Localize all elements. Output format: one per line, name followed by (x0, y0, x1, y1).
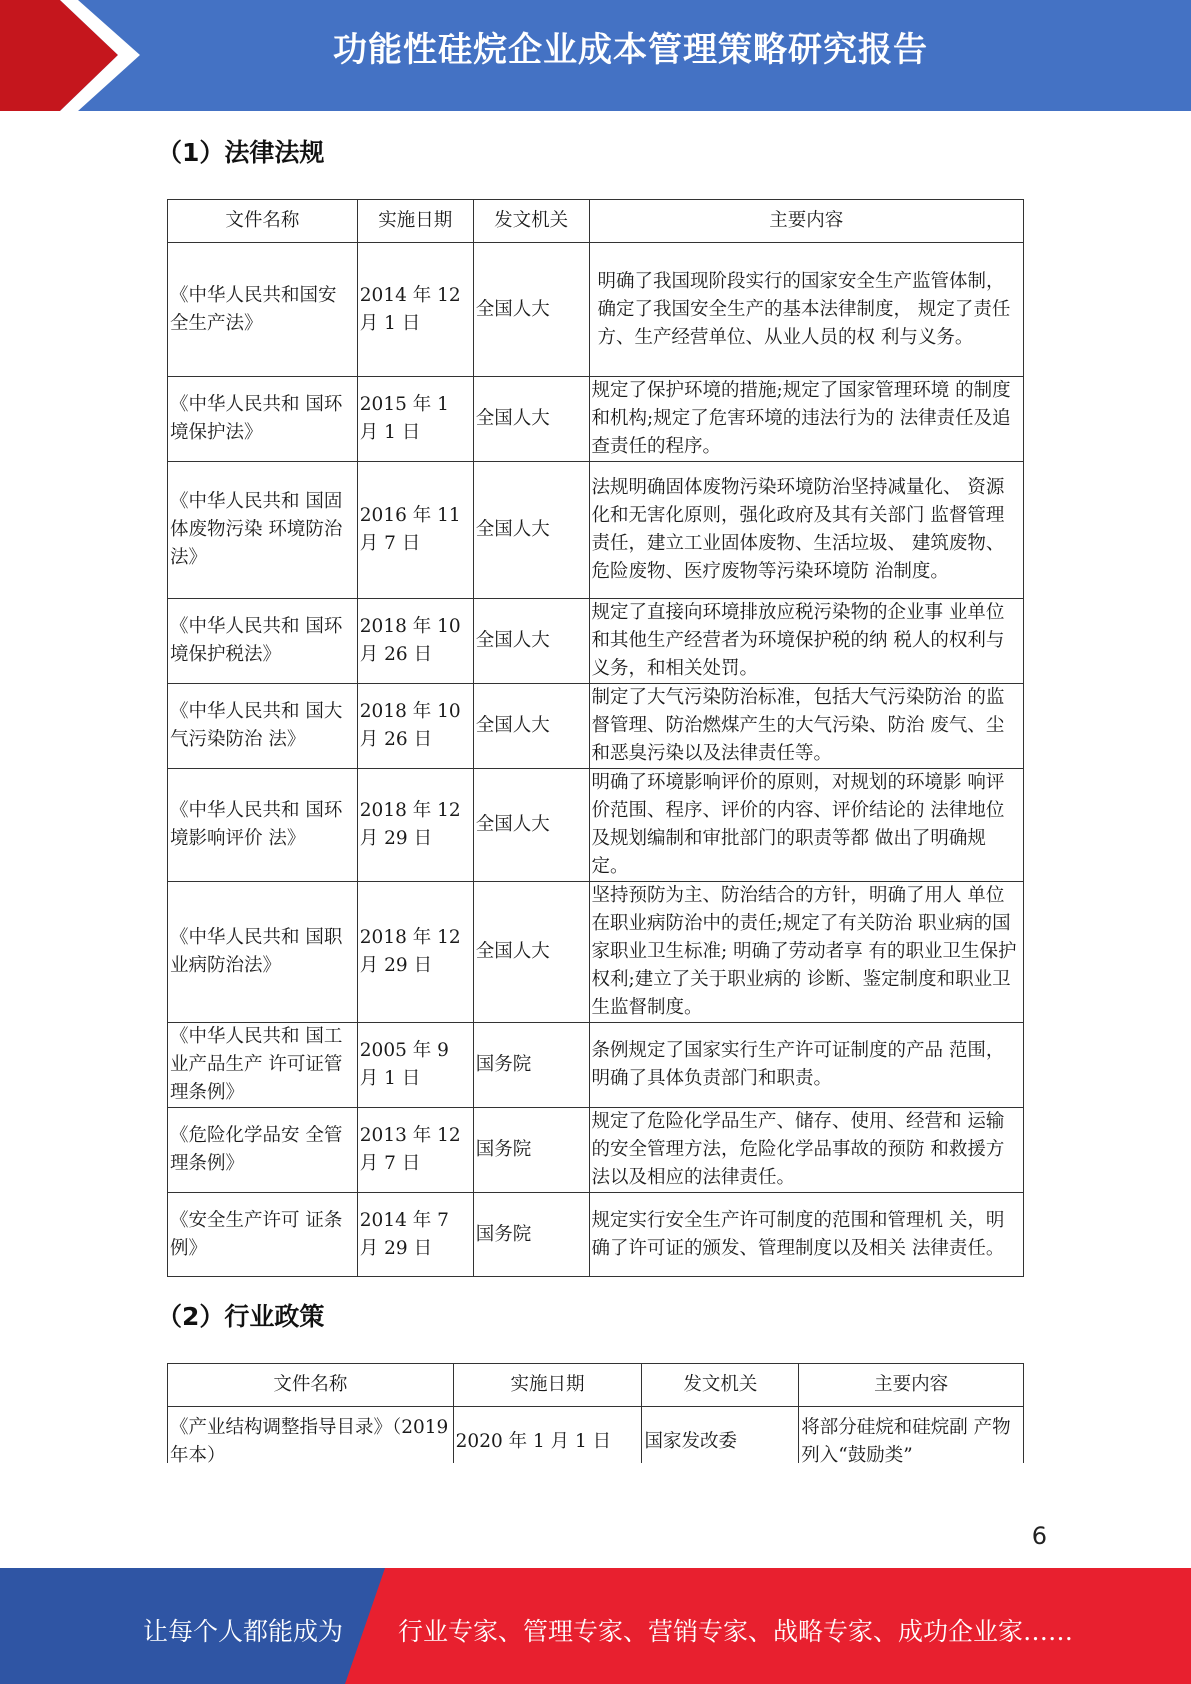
main-content: 制定了大气污染防治标准，包括大气污染防治 的监督管理、防治燃煤产生的大气污染、防治 废气、尘和恶臭污染以及法律责任等。 (589, 684, 1023, 769)
issuing-authority: 国务院 (473, 1023, 589, 1108)
page-footer (0, 1568, 1191, 1684)
doc-name: 《产业结构调整指导目录》（2019 年本） (168, 1407, 454, 1464)
policy-table-clip (167, 1363, 1027, 1463)
effective-date: 2014 年 7 月 29 日 (357, 1193, 473, 1277)
table-header-row (168, 1364, 1024, 1407)
table-row (168, 882, 1024, 1023)
footer-slogan-left: 让每个人都能成为 (143, 1617, 344, 1646)
effective-date: 2015 年 1 月 1 日 (357, 377, 473, 462)
main-content: 条例规定了国家实行生产许可证制度的产品 范围，明确了具体负责部门和职责。 (589, 1023, 1023, 1108)
doc-name: 《中华人民共和 国环境保护法》 (168, 377, 358, 462)
table-row (168, 1108, 1024, 1193)
effective-date: 2005 年 9 月 1 日 (357, 1023, 473, 1108)
main-content: 规定实行安全生产许可制度的范围和管理机 关，明确了许可证的颁发、管理制度以及相关 法律责任。 (589, 1193, 1023, 1277)
main-content: 法规明确固体废物污染环境防治坚持减量化、 资源化和无害化原则，强化政府及其有关部门 监督管理责任，建立工业固体废物、生活垃圾、 建筑废物、危险废物、医疗废物等污染环境防 治制度。 (589, 462, 1023, 599)
table-row (168, 769, 1024, 882)
footer-slogan-right: 行业专家、管理专家、营销专家、战略专家、成功企业家…… (398, 1617, 1074, 1646)
doc-name: 《安全生产许可 证条例》 (168, 1193, 358, 1277)
header-arrow-decoration (0, 0, 160, 111)
table-row (168, 243, 1024, 377)
doc-name: 《中华人民共和 国职业病防治法》 (168, 882, 358, 1023)
effective-date: 2018 年 10 月 26 日 (357, 684, 473, 769)
policy-table (167, 1363, 1024, 1463)
issuing-authority: 全国人大 (473, 769, 589, 882)
issuing-authority: 国务院 (473, 1108, 589, 1193)
issuing-authority: 国家发改委 (642, 1407, 799, 1464)
effective-date: 2016 年 11 月 7 日 (357, 462, 473, 599)
table-row (168, 1023, 1024, 1108)
col-header-issuer: 发文机关 (642, 1364, 799, 1407)
issuing-authority: 全国人大 (473, 882, 589, 1023)
issuing-authority: 全国人大 (473, 243, 589, 377)
table-row (168, 599, 1024, 684)
issuing-authority: 全国人大 (473, 462, 589, 599)
table-header-row (168, 200, 1024, 243)
col-header-date: 实施日期 (357, 200, 473, 243)
effective-date: 2018 年 12 月 29 日 (357, 769, 473, 882)
col-header-name: 文件名称 (168, 1364, 454, 1407)
issuing-authority: 全国人大 (473, 684, 589, 769)
main-content: 规定了保护环境的措施;规定了国家管理环境 的制度和机构;规定了危害环境的违法行为的 法律责任及追查责任的程序。 (589, 377, 1023, 462)
issuing-authority: 全国人大 (473, 377, 589, 462)
report-title: 功能性硅烷企业成本管理策略研究报告 (333, 30, 928, 70)
issuing-authority: 全国人大 (473, 599, 589, 684)
table-row (168, 377, 1024, 462)
doc-name: 《中华人民共和国安全生产法》 (168, 243, 358, 377)
doc-name: 《中华人民共和 国工业产品生产 许可证管理条例》 (168, 1023, 358, 1108)
table-row (168, 462, 1024, 599)
doc-name: 《中华人民共和 国环境影响评价 法》 (168, 769, 358, 882)
table-row (168, 1407, 1024, 1464)
effective-date: 2014 年 12 月 1 日 (357, 243, 473, 377)
main-content: 将部分硅烷和硅烷副 产物列入“鼓励类” (799, 1407, 1024, 1464)
doc-name: 《中华人民共和 国环境保护税法》 (168, 599, 358, 684)
section-title-policy: （2）行业政策 (157, 1302, 325, 1331)
page-number: 6 (1031, 1522, 1047, 1550)
col-header-name: 文件名称 (168, 200, 358, 243)
col-header-date: 实施日期 (453, 1364, 642, 1407)
doc-name: 《中华人民共和 国大气污染防治 法》 (168, 684, 358, 769)
page-header (0, 0, 1191, 111)
col-header-content: 主要内容 (799, 1364, 1024, 1407)
table-row (168, 1193, 1024, 1277)
main-content: 明确了我国现阶段实行的国家安全生产监管体制，确定了我国安全生产的基本法律制度， 规定了责任方、生产经营单位、从业人员的权 利与义务。 (589, 243, 1023, 377)
section-title-laws: （1）法律法规 (157, 138, 325, 167)
doc-name: 《中华人民共和 国固体废物污染 环境防治法》 (168, 462, 358, 599)
laws-table (167, 199, 1024, 1277)
main-content: 明确了环境影响评价的原则，对规划的环境影 响评价范围、程序、评价的内容、评价结论的 法律地位及规划编制和审批部门的职责等都 做出了明确规定。 (589, 769, 1023, 882)
issuing-authority: 国务院 (473, 1193, 589, 1277)
table-row (168, 684, 1024, 769)
effective-date: 2013 年 12 月 7 日 (357, 1108, 473, 1193)
effective-date: 2020 年 1 月 1 日 (453, 1407, 642, 1464)
doc-name: 《危险化学品安 全管理条例》 (168, 1108, 358, 1193)
main-content: 坚持预防为主、防治结合的方针，明确了用人 单位在职业病防治中的责任;规定了有关防治 职业病的国家职业卫生标准; 明确了劳动者享 有的职业卫生保护权利;建立了关于职业病的 诊断、鉴定制度和职业卫生监督制度。 (589, 882, 1023, 1023)
main-content: 规定了危险化学品生产、储存、使用、经营和 运输的安全管理方法，危险化学品事故的预防 和救援方法以及相应的法律责任。 (589, 1108, 1023, 1193)
effective-date: 2018 年 12 月 29 日 (357, 882, 473, 1023)
col-header-content: 主要内容 (589, 200, 1023, 243)
effective-date: 2018 年 10 月 26 日 (357, 599, 473, 684)
col-header-issuer: 发文机关 (473, 200, 589, 243)
main-content: 规定了直接向环境排放应税污染物的企业事 业单位和其他生产经营者为环境保护税的纳 税人的权利与义务，和相关处罚。 (589, 599, 1023, 684)
